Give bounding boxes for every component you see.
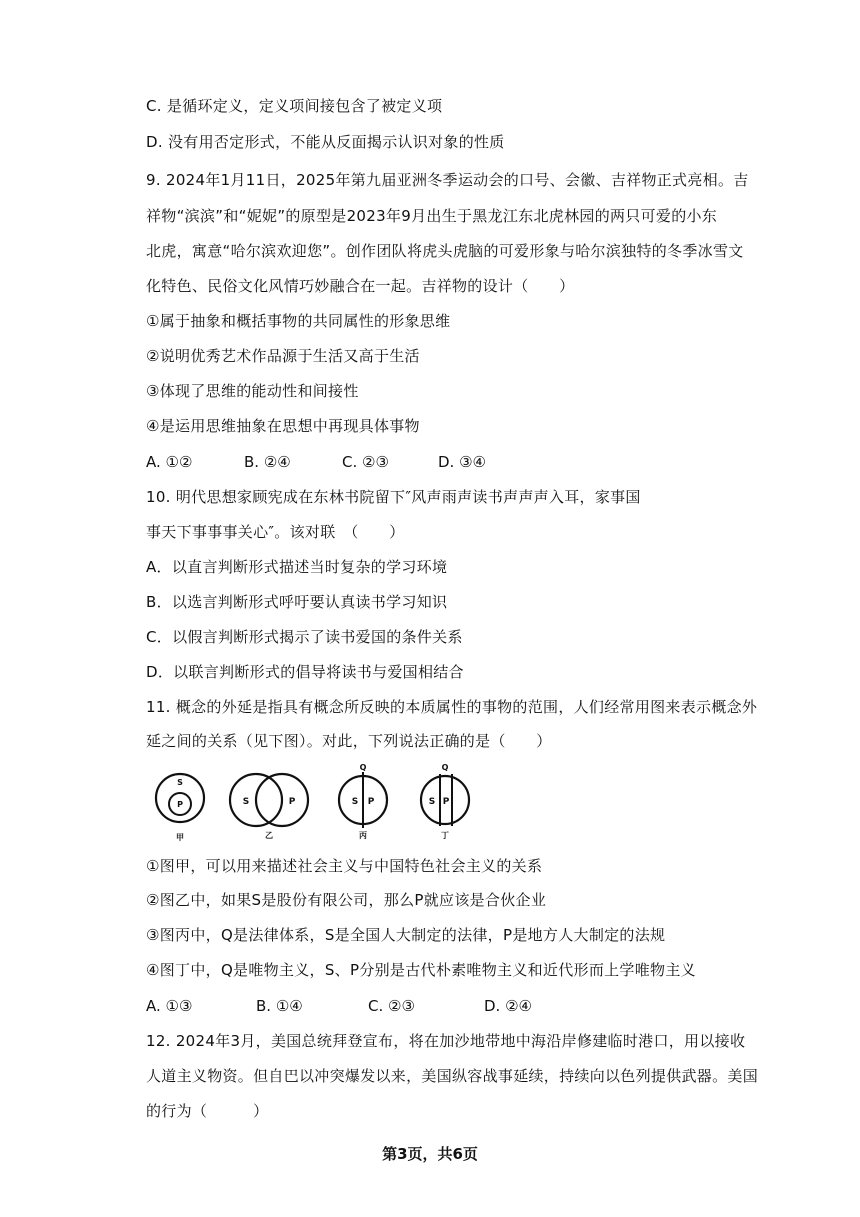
q10-option-a: A．以直言判断形式描述当时复杂的学习环境 bbox=[146, 558, 448, 576]
q10-option-b: B．以选言判断形式呼吁要认真读书学习知识 bbox=[146, 593, 448, 611]
q10-stem-line: 事天下事事事关心″。该对联 （ ） bbox=[146, 523, 405, 541]
diagram-jia bbox=[156, 774, 204, 842]
q10-option-c: C．以假言判断形式揭示了读书爱国的条件关系 bbox=[146, 628, 463, 646]
q11-statement: ③图丙中，Q是法律体系，S是全国人大制定的法律，P是地方人大制定的法规 bbox=[146, 926, 666, 944]
q12-stem-line: 的行为（ ） bbox=[146, 1102, 269, 1120]
q11-statement: ④图丁中，Q是唯物主义，S、P分别是古代朴素唯物主义和近代形而上学唯物主义 bbox=[146, 961, 696, 979]
q11-statement: ①图甲，可以用来描述社会主义与中国特色社会主义的关系 bbox=[146, 857, 543, 875]
q10-stem-line: 10. 明代思想家顾宪成在东林书院留下″风声雨声读书声声声入耳，家事国 bbox=[146, 488, 641, 506]
diagram-jia-label-p: P bbox=[177, 800, 183, 809]
page-number: 第3页，共6页 bbox=[382, 1145, 478, 1163]
q11-choice-a: A. ①③ bbox=[146, 997, 193, 1015]
diagram-bing-label-s: S bbox=[351, 797, 359, 807]
q8-option-c: C. 是循环定义，定义项间接包含了被定义项 bbox=[146, 97, 443, 115]
diagram-yi bbox=[230, 774, 308, 840]
diagram-bing bbox=[339, 763, 387, 840]
q9-choice-a: A. ①② bbox=[146, 453, 193, 471]
diagram-yi-caption: 乙 bbox=[265, 831, 273, 840]
diagram-ding-label-s: S bbox=[428, 797, 436, 807]
diagram-ding-caption: 丁 bbox=[441, 831, 449, 840]
diagram-bing-caption: 丙 bbox=[359, 831, 367, 840]
q9-choice-b: B. ②④ bbox=[244, 453, 291, 471]
q11-stem-line: 11. 概念的外延是指具有概念所反映的本质属性的事物的范围，人们经常用图来表示概念外 bbox=[146, 698, 758, 716]
diagram-jia-caption: 甲 bbox=[176, 833, 184, 842]
q9-choice-d: D. ③④ bbox=[438, 453, 486, 471]
q9-stem-line: 9. 2024年1月11日，2025年第九届亚洲冬季运动会的口号、会徽、吉祥物正式亮相。吉 bbox=[146, 171, 749, 189]
diagram-yi-label-s: S bbox=[242, 797, 250, 807]
q12-stem-line: 人道主义物资。但自巴以冲突爆发以来，美国纵容战事延续，持续向以色列提供武器。美国 bbox=[146, 1067, 759, 1085]
diagram-bing-label-q: Q bbox=[359, 763, 367, 772]
q9-statement: ③体现了思维的能动性和间接性 bbox=[146, 382, 359, 400]
q11-choice-d: D. ②④ bbox=[484, 997, 532, 1015]
q11-choice-b: B. ①④ bbox=[256, 997, 303, 1015]
concept-extension-figure bbox=[148, 762, 488, 846]
q8-option-d: D. 没有用否定形式，不能从反面揭示认识对象的性质 bbox=[146, 133, 505, 151]
q12-stem-line: 12. 2024年3月，美国总统拜登宣布，将在加沙地带地中海沿岸修建临时港口，用以接收 bbox=[146, 1032, 746, 1050]
q9-statement: ②说明优秀艺术作品源于生活又高于生活 bbox=[146, 347, 420, 365]
q9-stem-line: 北虎，寓意“哈尔滨欢迎您”。创作团队将虎头虎脑的可爱形象与哈尔滨独特的冬季冰雪文 bbox=[146, 242, 744, 260]
q9-stem-line: 化特色、民俗文化风情巧妙融合在一起。吉祥物的设计（ ） bbox=[146, 277, 575, 295]
diagram-ding bbox=[421, 763, 469, 840]
q10-option-d: D．以联言判断形式的倡导将读书与爱国相结合 bbox=[146, 663, 464, 681]
q11-statement: ②图乙中，如果S是股份有限公司，那么P就应该是合伙企业 bbox=[146, 891, 547, 909]
q9-statement: ④是运用思维抽象在思想中再现具体事物 bbox=[146, 417, 420, 435]
q11-stem-line: 延之间的关系（见下图）。对此，下列说法正确的是（ ） bbox=[146, 732, 552, 750]
diagram-bing-label-p: P bbox=[367, 797, 375, 807]
diagram-yi-label-p: P bbox=[288, 797, 296, 807]
diagram-jia-label-s: S bbox=[177, 778, 183, 787]
diagram-ding-label-q: Q bbox=[441, 763, 449, 772]
q9-choice-c: C. ②③ bbox=[342, 453, 389, 471]
q9-stem-line: 祥物“滨滨”和“妮妮”的原型是2023年9月出生于黑龙江东北虎林园的两只可爱的小东 bbox=[146, 207, 718, 225]
q11-choice-c: C. ②③ bbox=[368, 997, 415, 1015]
diagram-ding-label-p: P bbox=[442, 797, 450, 807]
q9-statement: ①属于抽象和概括事物的共同属性的形象思维 bbox=[146, 312, 451, 330]
